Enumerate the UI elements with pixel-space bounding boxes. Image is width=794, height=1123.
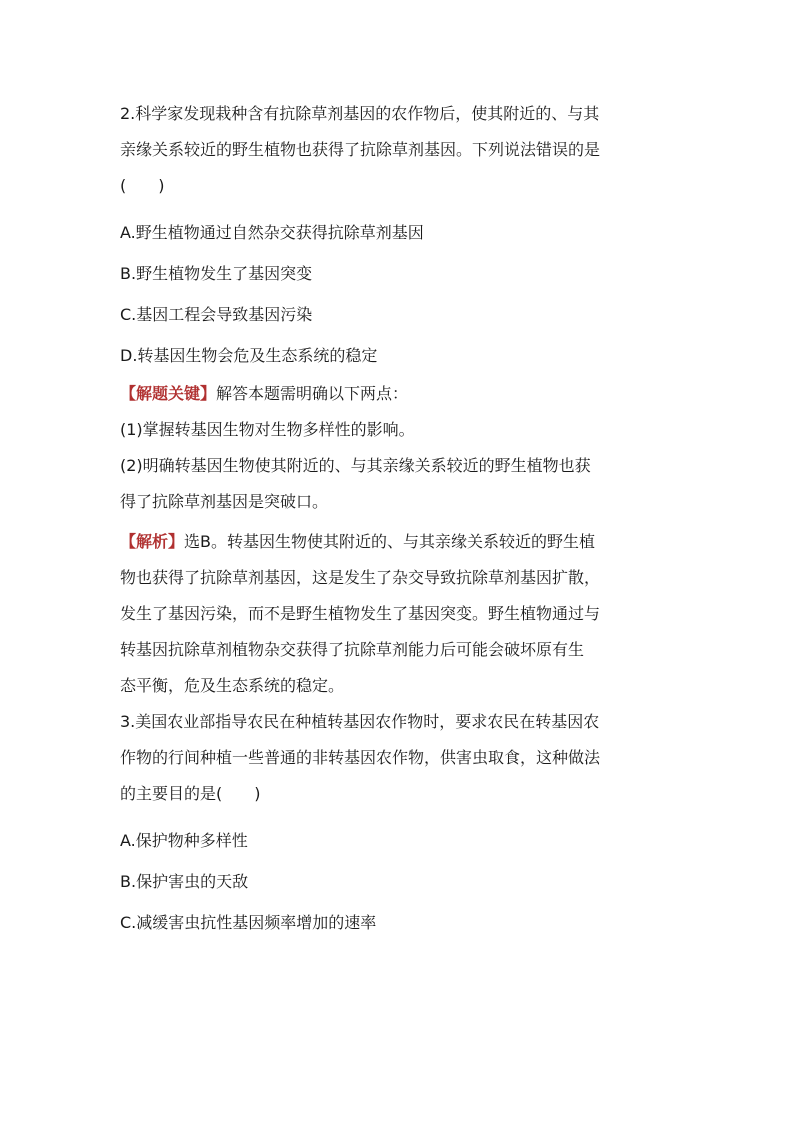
option-d: D.转基因生物会危及生态系统的稳定	[120, 346, 378, 365]
analysis-answer: 选B。转基因生物使其附近的、与其亲缘关系较近的野生植	[184, 532, 595, 551]
key-points-heading	[120, 376, 680, 412]
key-points-intro: 解答本题需明确以下两点：	[216, 384, 409, 403]
key-points-tag: 【解题关键】	[120, 384, 217, 403]
question-2-options	[120, 212, 680, 376]
key-point-2-cont: 得了抗除草剂基因是突破口。	[120, 492, 329, 511]
analysis-line: 态平衡，危及生态系统的稳定。	[120, 676, 345, 695]
question-2-stem	[120, 96, 680, 204]
option-c: C.基因工程会导致基因污染	[120, 305, 313, 324]
analysis-line: 发生了基因污染，而不是野生植物发生了基因突变。野生植物通过与	[120, 604, 601, 623]
question-3-stem-line: 3.美国农业部指导农民在种植转基因农作物时，要求农民在转基因农	[120, 712, 600, 731]
question-3-stem-line: 作物的行间种植一些普通的非转基因农作物，供害虫取食，这种做法	[120, 748, 601, 767]
question-3-options	[120, 820, 680, 943]
option-c: C.减缓害虫抗性基因频率增加的速率	[120, 913, 377, 932]
option-a: A.保护物种多样性	[120, 831, 248, 850]
analysis-section	[120, 524, 680, 704]
option-a: A.野生植物通过自然杂交获得抗除草剂基因	[120, 223, 424, 242]
option-b: B.野生植物发生了基因突变	[120, 264, 313, 283]
key-points-section	[120, 376, 680, 520]
analysis-line: 物也获得了抗除草剂基因，这是发生了杂交导致抗除草剂基因扩散，	[120, 568, 601, 587]
key-point-1: (1)掌握转基因生物对生物多样性的影响。	[120, 420, 415, 439]
key-point-2: (2)明确转基因生物使其附近的、与其亲缘关系较近的野生植物也获	[120, 456, 591, 475]
question-2-stem-line: 亲缘关系较近的野生植物也获得了抗除草剂基因。下列说法错误的是	[120, 140, 601, 159]
analysis-first-line	[120, 524, 680, 560]
option-b: B.保护害虫的天敌	[120, 872, 249, 891]
question-3-stem	[120, 704, 680, 812]
question-3-stem-line: 的主要目的是( )	[120, 784, 261, 803]
question-2-stem-line: ( )	[120, 176, 165, 195]
question-2-stem-line: 2.科学家发现栽种含有抗除草剂基因的农作物后，使其附近的、与其	[120, 104, 600, 123]
analysis-tag: 【解析】	[120, 532, 185, 551]
document-page	[120, 96, 680, 943]
analysis-line: 转基因抗除草剂植物杂交获得了抗除草剂能力后可能会破坏原有生	[120, 640, 585, 659]
